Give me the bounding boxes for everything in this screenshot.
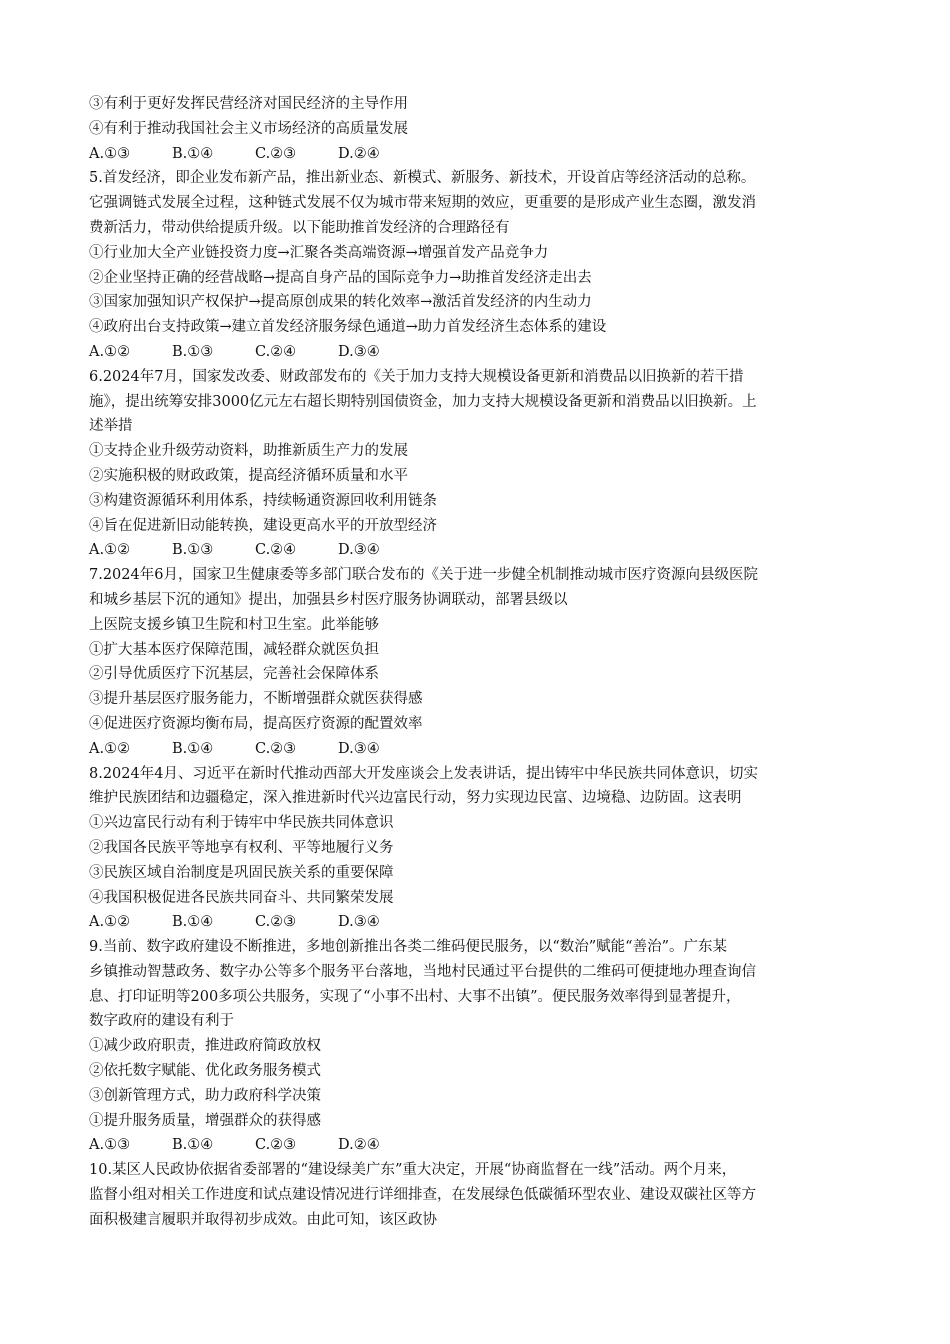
answer-option: A.①② — [89, 914, 131, 931]
text-line: 数字政府的建设有利于 — [89, 1013, 234, 1030]
text-line: ①扩大基本医疗保障范围，减轻群众就医负担 — [89, 641, 379, 658]
text-line: 6.2024年7月，国家发改委、财政部发布的《关于加力支持大规模设备更新和消费品以旧换新的若干措 — [89, 368, 744, 385]
text-line: ②我国各民族平等地享有权利、平等地履行义务 — [89, 839, 394, 856]
answer-option: D.③④ — [338, 914, 380, 931]
answer-option: B.①④ — [172, 1137, 214, 1154]
answer-option: D.②④ — [338, 145, 380, 162]
text-line: ③创新管理方式，助力政府科学决策 — [89, 1087, 321, 1104]
text-line: 10.某区人民政协依据省委部署的“建设绿美广东”重大决定，开展“协商监督在一线”活动。两个月来， — [89, 1162, 737, 1179]
answer-option: B.①④ — [172, 914, 214, 931]
text-line: 面积极建言履职并取得初步成效。由此可知，该区政协 — [89, 1211, 437, 1228]
answer-option: B.①④ — [172, 740, 214, 757]
text-line: ①行业加大全产业链投资力度→汇聚各类高端资源→增强首发产品竞争力 — [89, 244, 549, 261]
answer-option: B.①③ — [172, 542, 214, 559]
answer-options — [89, 910, 869, 935]
text-line: 费新活力，带动供给提质升级。以下能助推首发经济的合理路径有 — [89, 219, 510, 236]
answer-option: C.②③ — [255, 914, 297, 931]
text-line: ②依托数字赋能、优化政务服务模式 — [89, 1063, 321, 1080]
text-line: 9.当前、数字政府建设不断推进，多地创新推出各类二维码便民服务，以“数治”赋能“善治”。广东某 — [89, 939, 727, 956]
text-line: ④我国积极促进各民族共同奋斗、共同繁荣发展 — [89, 889, 394, 906]
answer-option: A.①③ — [89, 1137, 131, 1154]
text-line: 施》，提出统筹安排3000亿元左右超长期特别国债资金，加力支持大规模设备更新和消费品以旧换新。上 — [89, 393, 757, 410]
answer-option: D.③④ — [338, 343, 380, 360]
answer-options — [89, 737, 869, 762]
answer-option: A.①② — [89, 542, 131, 559]
answer-option: B.①④ — [172, 145, 214, 162]
text-line: 乡镇推动智慧政务、数字办公等多个服务平台落地，当地村民通过平台提供的二维码可便捷地办理查询信 — [89, 963, 756, 980]
text-line: ③提升基层医疗服务能力，不断增强群众就医获得感 — [89, 691, 423, 708]
text-line: 和城乡基层下沉的通知》提出，加强县乡村医疗服务协调联动，部署县级以 — [89, 591, 568, 608]
answer-option: C.②④ — [255, 343, 297, 360]
text-line: ②企业坚持正确的经营战略→提高自身产品的国际竞争力→助推首发经济走出去 — [89, 269, 592, 286]
text-line: ④旨在促进新旧动能转换，建设更高水平的开放型经济 — [89, 517, 437, 534]
answer-options — [89, 142, 869, 167]
text-line: 上医院支援乡镇卫生院和村卫生室。此举能够 — [89, 616, 379, 633]
text-line: 监督小组对相关工作进度和试点建设情况进行详细排查，在发展绿色低碳循环型农业、建设双碳社区等方 — [89, 1187, 756, 1204]
answer-option: A.①③ — [89, 145, 131, 162]
text-line: ④促进医疗资源均衡布局，提高医疗资源的配置效率 — [89, 715, 423, 732]
text-line: 述举措 — [89, 418, 133, 435]
text-line: ④有利于推动我国社会主义市场经济的高质量发展 — [89, 120, 408, 137]
answer-option: A.①② — [89, 740, 131, 757]
text-line: ③有利于更好发挥民营经济对国民经济的主导作用 — [89, 96, 408, 112]
text-line: 它强调链式发展全过程，这种链式发展不仅为城市带来短期的效应，更重要的是形成产业生态圈，激发消 — [89, 195, 756, 212]
answer-option: C.②③ — [255, 145, 297, 162]
text-line: ④政府出台支持政策→建立首发经济服务绿色通道→助力首发经济生态体系的建设 — [89, 319, 607, 336]
answer-option: C.②③ — [255, 1137, 297, 1154]
text-line: ③构建资源循环利用体系，持续畅通资源回收利用链条 — [89, 492, 437, 509]
text-line: ③民族区域自治制度是巩固民族关系的重要保障 — [89, 864, 394, 881]
text-line: 7.2024年6月，国家卫生健康委等多部门联合发布的《关于进一步健全机制推动城市医疗资源向县级医院 — [89, 567, 758, 584]
text-line: 5.首发经济，即企业发布新产品，推出新业态、新模式、新服务、新技术，开设首店等经济活动的总称。 — [89, 170, 756, 187]
answer-option: D.②④ — [338, 1137, 380, 1154]
text-line: 息、打印证明等200多项公共服务，实现了“小事不出村、大事不出镇”。便民服务效率得到显著提升， — [89, 988, 741, 1005]
text-line: ③国家加强知识产权保护→提高原创成果的转化效率→激活首发经济的内生动力 — [89, 294, 592, 311]
text-line: ①支持企业升级劳动资料，助推新质生产力的发展 — [89, 443, 408, 460]
exam-page — [89, 92, 869, 1233]
answer-option: D.③④ — [338, 542, 380, 559]
answer-options — [89, 1133, 869, 1158]
text-line: ①减少政府职责，推进政府简政放权 — [89, 1038, 321, 1055]
answer-option: A.①② — [89, 343, 131, 360]
text-line: 8.2024年4月、习近平在新时代推动西部大开发座谈会上发表讲话，提出铸牢中华民族共同体意识，切实 — [89, 765, 758, 782]
text-line: 维护民族团结和边疆稳定，深入推进新时代兴边富民行动，努力实现边民富、边境稳、边防固。这表明 — [89, 790, 742, 807]
text-line: ②引导优质医疗下沉基层，完善社会保障体系 — [89, 666, 379, 683]
text-line: ②实施积极的财政政策，提高经济循环质量和水平 — [89, 467, 408, 484]
answer-option: C.②③ — [255, 740, 297, 757]
text-line: ①提升服务质量，增强群众的获得感 — [89, 1112, 321, 1129]
answer-option: C.②④ — [255, 542, 297, 559]
answer-option: D.③④ — [338, 740, 380, 757]
text-line: ①兴边富民行动有利于铸牢中华民族共同体意识 — [89, 815, 394, 832]
answer-options — [89, 340, 869, 365]
answer-option: B.①③ — [172, 343, 214, 360]
answer-options — [89, 538, 869, 563]
